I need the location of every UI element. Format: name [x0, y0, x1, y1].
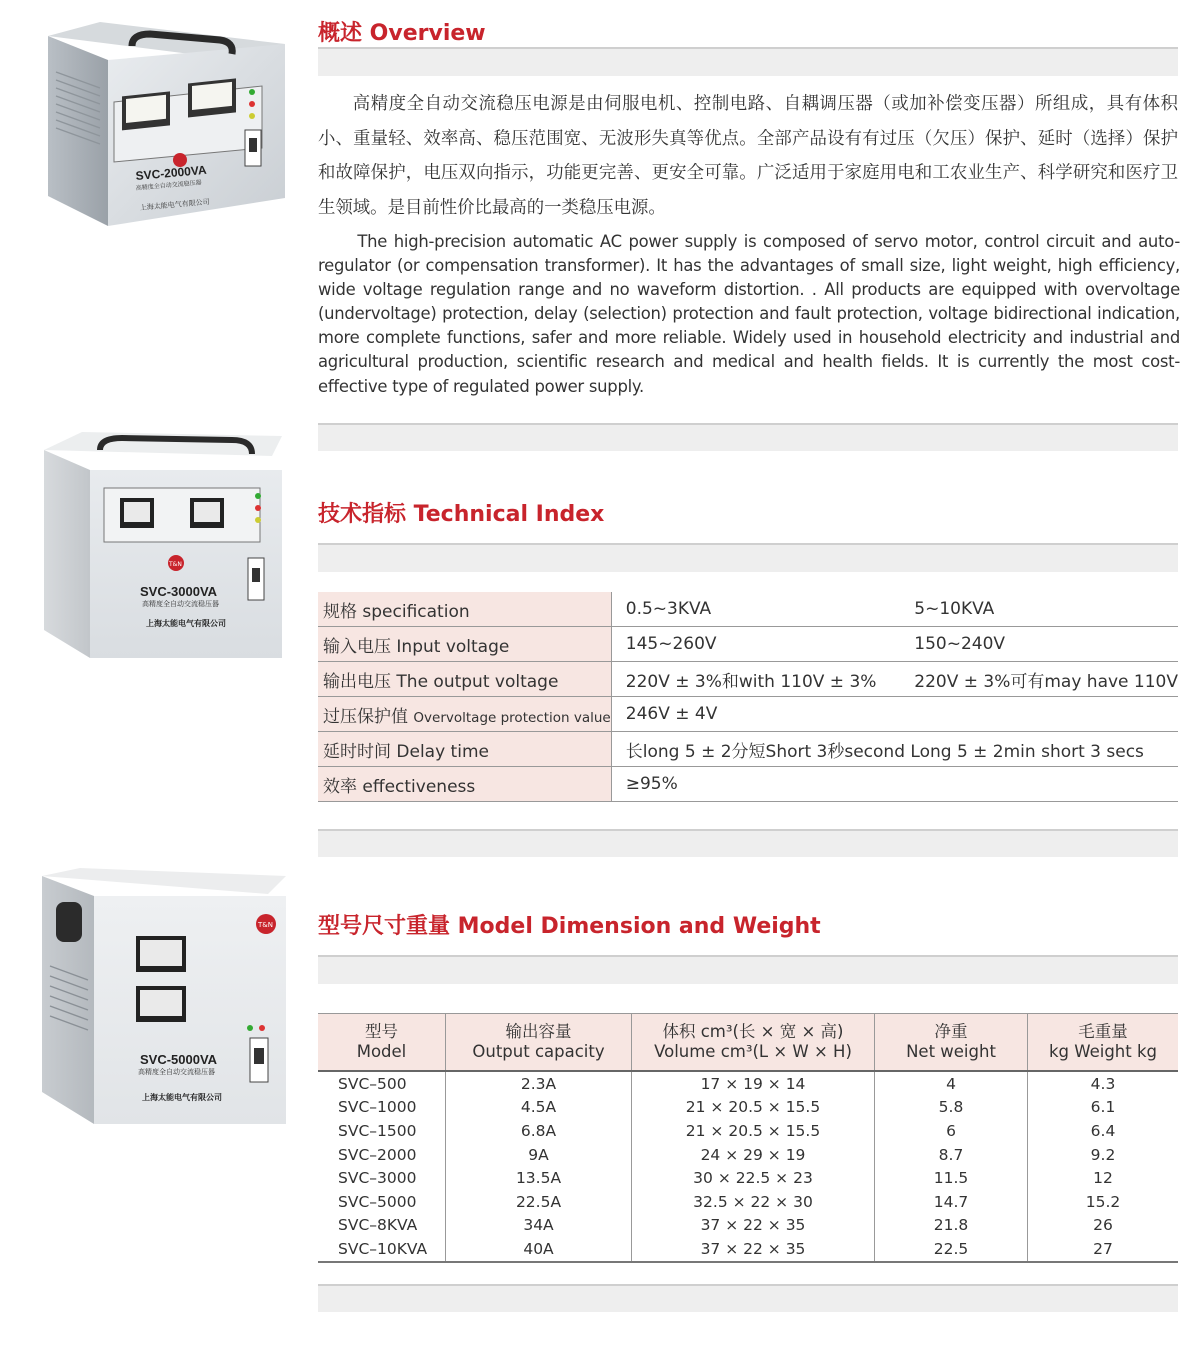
cell-model: SVC–1500: [338, 1121, 417, 1140]
product-2-logo: T&N: [169, 561, 182, 568]
table-row: [318, 1071, 1178, 1096]
product-3-model-label: SVC-5000VA: [140, 1052, 218, 1067]
cell-capacity: 40A: [446, 1237, 632, 1262]
technical-index-bottom-bar: [318, 829, 1178, 857]
header-cn: 型号: [365, 1022, 398, 1041]
cell-net-weight: 8.7: [875, 1143, 1028, 1167]
overview-chinese-paragraph: 高精度全自动交流稳压电源是由伺服电机、控制电路、自耦调压器（或加补偿变压器）所组成，具有体积小、重量轻、效率高、稳压范围宽、无波形失真等优点。全部产品设有有过压（欠压）保护、延时（选择）保护和故障保护，电压双向指示，功能更完善、更安全可靠。广泛适用于家庭用电和工农业生产、科学研究和医疗卫生领域。是目前性价比最高的一类稳压电源。: [318, 94, 1178, 218]
cell-gross-weight: 27: [1028, 1237, 1179, 1262]
cell-capacity: 13.5A: [446, 1166, 632, 1190]
cell-gross-weight: 26: [1028, 1214, 1179, 1238]
efficiency-label: [318, 767, 611, 802]
label-cn: 延时时间: [323, 741, 391, 762]
product-2-maker: 上海太能电气有限公司: [146, 619, 226, 628]
product-3-maker: 上海太能电气有限公司: [142, 1093, 222, 1102]
cell-capacity: 9A: [446, 1143, 632, 1167]
table-row: [318, 1190, 1178, 1214]
technical-index-table: [318, 592, 1178, 802]
header-en: Volume cm³(L × W × H): [654, 1042, 852, 1061]
cell-model: SVC–500: [338, 1074, 407, 1093]
overvoltage-value: 246V ± 4V: [611, 697, 1178, 732]
cell-net-weight: 5.8: [875, 1096, 1028, 1120]
table-row: [318, 592, 1178, 627]
table-row: [318, 697, 1178, 732]
spec-value-2: 5~10KVA: [900, 592, 1178, 627]
header-en: Output capacity: [472, 1042, 605, 1061]
cell-volume: 21 × 20.5 × 15.5: [632, 1096, 875, 1120]
label-en: effectiveness: [362, 776, 476, 797]
label-cn: 输入电压: [323, 636, 391, 657]
product-3-logo: T&N: [258, 921, 273, 929]
header-gross-weight: [1028, 1014, 1179, 1072]
cell-net-weight: 11.5: [875, 1166, 1028, 1190]
cell-volume: 30 × 22.5 × 23: [632, 1166, 875, 1190]
spec-value-1: 0.5~3KVA: [611, 592, 900, 627]
efficiency-value: ≥95%: [611, 767, 1178, 802]
cell-volume: 17 × 19 × 14: [632, 1071, 875, 1096]
cell-capacity: 22.5A: [446, 1190, 632, 1214]
cell-gross-weight: 4.3: [1028, 1071, 1179, 1096]
cell-capacity: 2.3A: [446, 1071, 632, 1096]
header-en: kg Weight kg: [1048, 1042, 1158, 1061]
output-voltage-value-2: 220V ± 3%可有may have 110V: [900, 662, 1178, 697]
label-en: specification: [362, 601, 470, 622]
header-cn: 体积 cm³(长 × 宽 × 高): [662, 1022, 844, 1041]
label-cn: 过压保护值: [323, 706, 408, 727]
cell-model: SVC–2000: [338, 1145, 417, 1164]
model-dimension-title: 型号尺寸重量 Model Dimension and Weight: [318, 914, 821, 939]
cell-volume: 21 × 20.5 × 15.5: [632, 1119, 875, 1143]
header-cn: 输出容量: [505, 1022, 572, 1041]
header-net-weight: [875, 1014, 1028, 1072]
header-cn: 净重: [934, 1022, 968, 1041]
product-2-model-label: SVC-3000VA: [140, 584, 218, 599]
cell-net-weight: 21.8: [875, 1214, 1028, 1238]
overvoltage-label: [318, 697, 611, 732]
cell-model: SVC–3000: [338, 1169, 417, 1188]
table-row: [318, 662, 1178, 697]
header-volume: [632, 1014, 875, 1072]
product-1-sub-label: 高精度全自动交流稳压器: [135, 179, 202, 192]
cell-volume: 37 × 22 × 35: [632, 1214, 875, 1238]
cell-capacity: 34A: [446, 1214, 632, 1238]
label-en: Input voltage: [396, 636, 510, 657]
table-row: [318, 1166, 1178, 1190]
table-row: [318, 1119, 1178, 1143]
overview-divider-bar: [318, 47, 1178, 76]
cell-net-weight: 14.7: [875, 1190, 1028, 1214]
cell-model: SVC–1000: [338, 1098, 417, 1117]
table-header-row: [318, 1014, 1178, 1072]
product-image-svc-3000va: [42, 430, 290, 662]
cell-model: SVC–10KVA: [318, 1237, 446, 1262]
model-dimension-table: [318, 1013, 1178, 1263]
header-model: [318, 1014, 446, 1072]
technical-index-divider-bar: [318, 543, 1178, 572]
product-2-sub-label: 高精度全自动交流稳压器: [142, 600, 219, 608]
spec-label: [318, 592, 611, 627]
header-cn: 毛重量: [1078, 1022, 1128, 1041]
cell-net-weight: 4: [875, 1071, 1028, 1096]
delay-time-value: 长long 5 ± 2分短Short 3秒second Long 5 ± 2min short 3 secs: [611, 732, 1178, 767]
input-voltage-value-1: 145~260V: [611, 627, 900, 662]
overview-english-paragraph: The high-precision automatic AC power supply is composed of servo motor, control circuit and auto-regulator (or compensation transformer). It has the advantages of small size, light weight, high efficiency, wide voltage regulation range and no waveform distortion. . All products are equipped with overvoltage (undervoltage) protection, delay (selection) protection and fault protection, voltage bidirectional indication, more complete functions, safer and more reliable. Widely used in household electricity and industrial and agricultural production, scientific research and medical and health fields. It is currently the most cost-effective type of regulated power supply.: [318, 232, 1180, 396]
label-en: The output voltage: [396, 671, 559, 692]
label-cn: 效率: [323, 776, 357, 797]
output-voltage-label: [318, 662, 611, 697]
output-voltage-value-1: 220V ± 3%和with 110V ± 3%: [611, 662, 900, 697]
label-en: Overvoltage protection value: [413, 709, 611, 726]
table-row: [318, 1096, 1178, 1120]
product-1-model-label: SVC-2000VA: [135, 162, 208, 183]
table-row: [318, 767, 1178, 802]
header-en: Net weight: [906, 1042, 996, 1061]
cell-gross-weight: 9.2: [1028, 1143, 1179, 1167]
label-cn: 输出电压: [323, 671, 391, 692]
table-row: [318, 732, 1178, 767]
cell-gross-weight: 15.2: [1028, 1190, 1179, 1214]
header-output-capacity: [446, 1014, 632, 1072]
table-row: [318, 627, 1178, 662]
header-en: Model: [356, 1042, 407, 1061]
overview-title: 概述 Overview: [318, 21, 486, 46]
cell-volume: 24 × 29 × 19: [632, 1143, 875, 1167]
cell-net-weight: 22.5: [875, 1237, 1028, 1262]
cell-gross-weight: 6.4: [1028, 1119, 1179, 1143]
model-dimension-bottom-bar: [318, 1284, 1178, 1312]
label-en: Delay time: [396, 741, 489, 762]
cell-capacity: 4.5A: [446, 1096, 632, 1120]
cell-volume: 32.5 × 22 × 30: [632, 1190, 875, 1214]
cell-volume: 37 × 22 × 35: [632, 1237, 875, 1262]
cell-gross-weight: 12: [1028, 1166, 1179, 1190]
product-image-svc-2000va: [40, 20, 290, 230]
delay-time-label: [318, 732, 611, 767]
cell-model: SVC–8KVA: [338, 1216, 418, 1235]
table-row: [318, 1237, 1178, 1262]
cell-model: SVC–5000: [338, 1192, 417, 1211]
cell-gross-weight: 6.1: [1028, 1096, 1179, 1120]
overview-bottom-bar: [318, 423, 1178, 451]
product-image-svc-5000va: [40, 866, 290, 1128]
table-row: [318, 1214, 1178, 1238]
input-voltage-value-2: 150~240V: [900, 627, 1178, 662]
technical-index-title: 技术指标 Technical Index: [318, 502, 605, 527]
input-voltage-label: [318, 627, 611, 662]
cell-net-weight: 6: [875, 1119, 1028, 1143]
product-3-sub-label: 高精度全自动交流稳压器: [138, 1068, 215, 1076]
label-cn: 规格: [323, 601, 357, 622]
table-row: [318, 1143, 1178, 1167]
product-1-maker: 上海太能电气有限公司: [139, 197, 210, 212]
model-dimension-divider-bar: [318, 955, 1178, 984]
cell-capacity: 6.8A: [446, 1119, 632, 1143]
